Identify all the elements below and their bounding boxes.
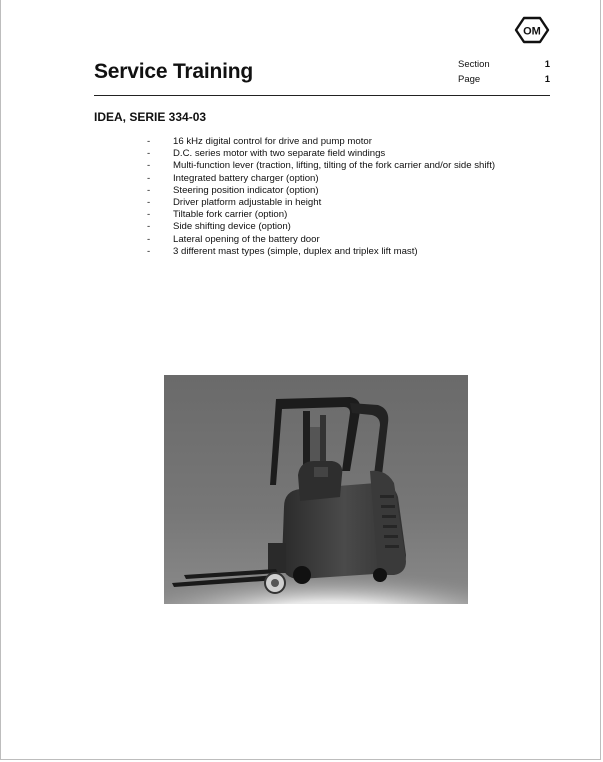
bullet-marker: - [147, 233, 151, 245]
feature-text: Lateral opening of the battery door [173, 233, 320, 245]
bullet-marker: - [147, 184, 151, 196]
bullet-marker: - [147, 221, 151, 233]
section-value: 1 [544, 59, 550, 70]
forklift-illustration [164, 375, 468, 604]
header-divider [94, 95, 550, 96]
list-item [147, 148, 495, 160]
feature-text: 3 different mast types (simple, duplex and triplex lift mast) [173, 245, 418, 257]
document-subtitle: IDEA, SERIE 334-03 [94, 110, 207, 124]
list-item [147, 160, 495, 172]
forklift-photo [164, 375, 468, 604]
bullet-marker: - [147, 209, 151, 221]
list-item [147, 185, 495, 197]
page-label: Page [458, 74, 481, 85]
om-logo-mark [514, 16, 550, 44]
feature-text: Integrated battery charger (option) [173, 172, 319, 184]
section-page-info [458, 57, 550, 87]
bullet-marker: - [147, 245, 151, 257]
bullet-marker: - [147, 172, 151, 184]
list-item [147, 173, 495, 185]
page-number: 1 [544, 74, 550, 85]
bullet-marker: - [147, 160, 151, 172]
list-item [147, 209, 495, 221]
feature-text: Driver platform adjustable in height [173, 197, 322, 209]
feature-text: D.C. series motor with two separate field windings [173, 148, 386, 160]
feature-text: Multi-function lever (traction, lifting, tilting of the fork carrier and/or side shift) [173, 160, 496, 172]
om-logo [514, 16, 550, 44]
feature-list [147, 136, 495, 258]
list-item [147, 221, 495, 233]
feature-text: Steering position indicator (option) [173, 184, 319, 196]
page-title: Service Training [94, 60, 254, 83]
feature-text: 16 kHz digital control for drive and pump motor [173, 136, 372, 147]
list-item [147, 136, 495, 148]
section-label: Section [458, 59, 490, 70]
feature-text: Tiltable fork carrier (option) [173, 209, 288, 221]
section-row [458, 57, 550, 72]
page-row [458, 72, 550, 87]
bullet-marker: - [147, 148, 151, 160]
om-logo-text: OM [523, 25, 541, 38]
list-item [147, 234, 495, 246]
bullet-marker: - [147, 136, 151, 147]
list-item [147, 197, 495, 209]
bullet-marker: - [147, 197, 151, 209]
feature-text: Side shifting device (option) [173, 221, 291, 233]
list-item [147, 246, 495, 258]
